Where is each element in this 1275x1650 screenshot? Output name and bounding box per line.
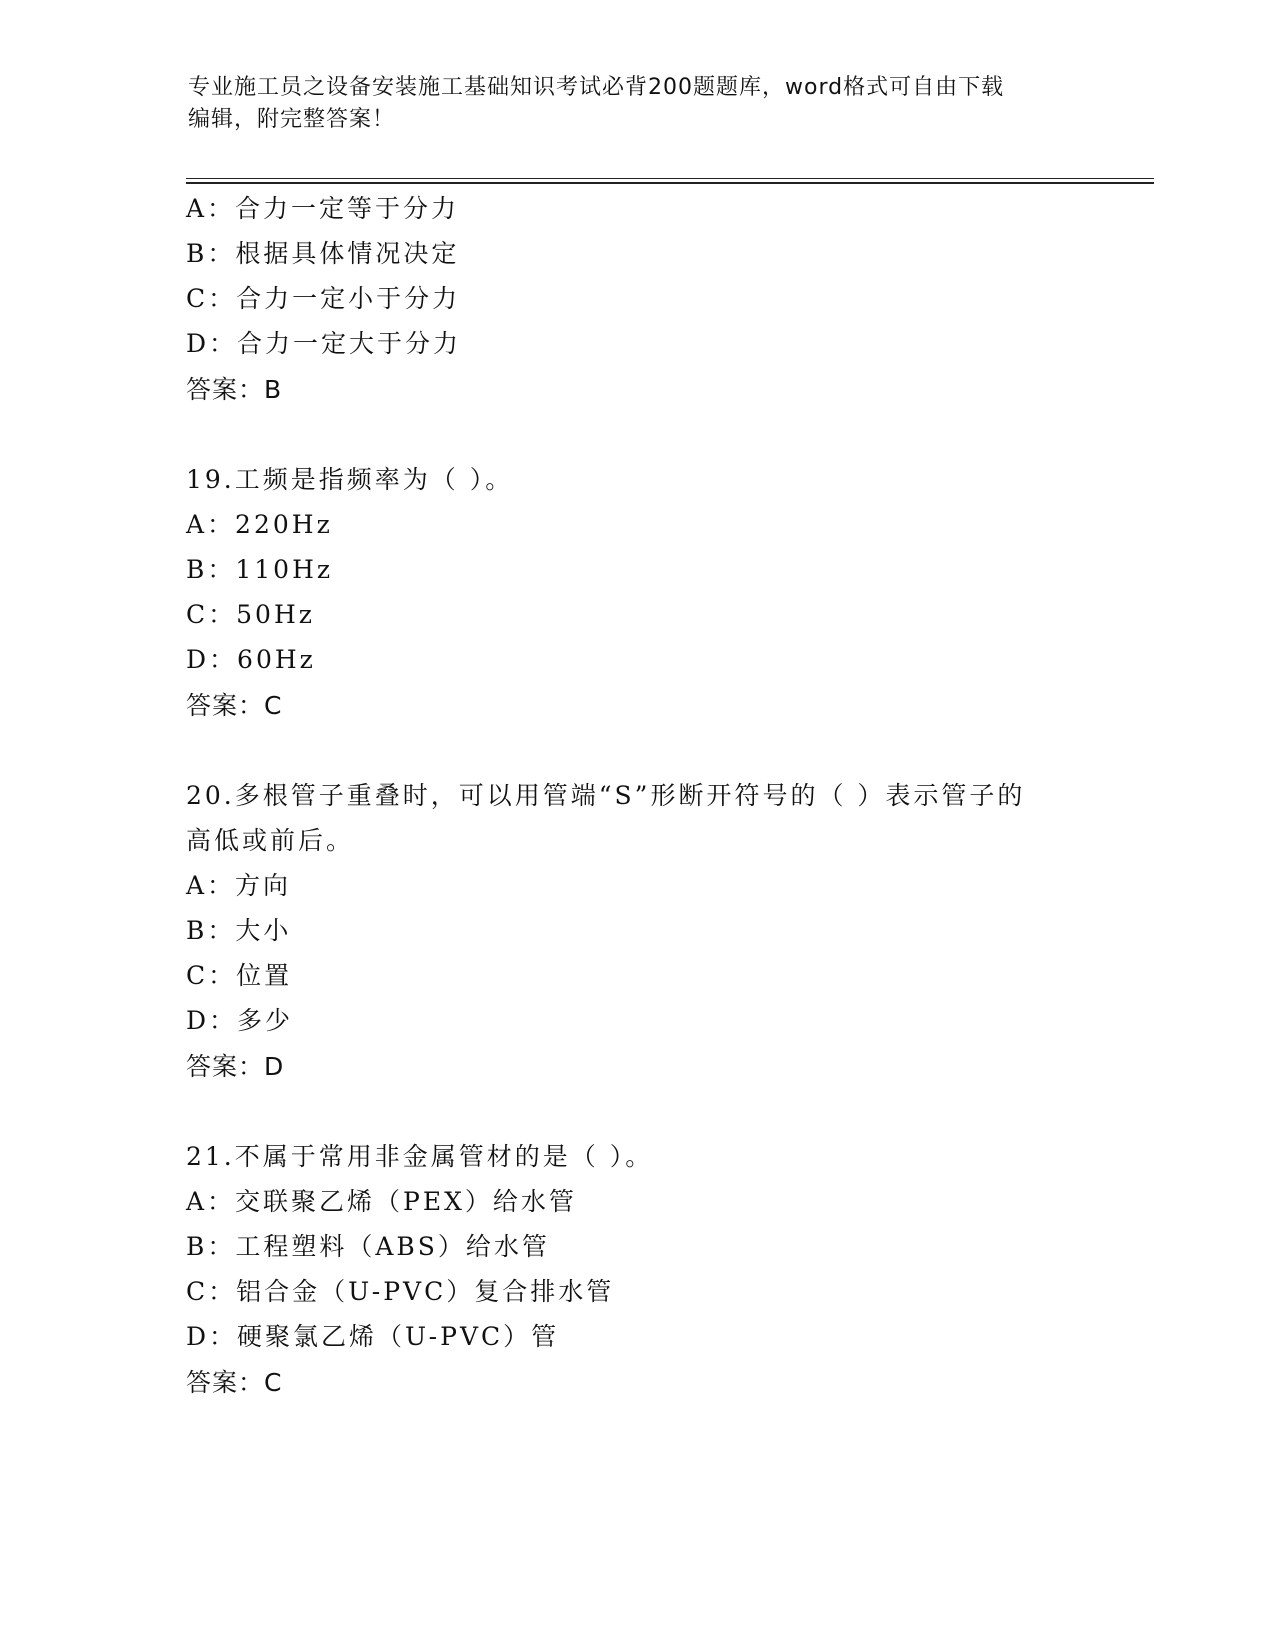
q21-option-b: B：工程塑料（ABS）给水管	[186, 1232, 550, 1261]
q20-question-line-1: 20.多根管子重叠时，可以用管端“S”形断开符号的（ ）表示管子的	[186, 781, 1026, 810]
header-divider-thin	[186, 178, 1154, 179]
q21-option-d: D：硬聚氯乙烯（U-PVC）管	[186, 1322, 560, 1351]
q20-option-a: A：方向	[186, 871, 292, 900]
document-header	[188, 72, 1088, 136]
q20-answer: 答案：D	[186, 1052, 285, 1081]
q20-question-line-2: 高低或前后。	[186, 826, 355, 855]
header-divider-thick	[186, 182, 1154, 184]
q19-option-a: A：220Hz	[186, 510, 333, 539]
q18-option-d: D：合力一定大于分力	[186, 329, 462, 358]
header-line-2: 编辑，附完整答案！	[188, 107, 396, 132]
q19-option-c: C：50Hz	[186, 600, 315, 629]
q20-option-b: B：大小	[186, 916, 292, 945]
q21-option-a: A：交联聚乙烯（PEX）给水管	[186, 1187, 577, 1216]
q19-question: 19.工频是指频率为（ ）。	[186, 465, 514, 494]
q19-option-b: B：110Hz	[186, 555, 334, 584]
q18-option-b: B：根据具体情况决定	[186, 239, 460, 268]
q21-question: 21.不属于常用非金属管材的是（ ）。	[186, 1142, 654, 1171]
q21-option-c: C：铝合金（U-PVC）复合排水管	[186, 1277, 615, 1306]
q18-answer: 答案：B	[186, 375, 283, 404]
q18-option-a: A：合力一定等于分力	[186, 194, 460, 223]
header-line-1: 专业施工员之设备安装施工基础知识考试必背200题题库，word格式可自由下载	[188, 75, 1005, 100]
q19-answer: 答案：C	[186, 691, 283, 720]
q18-option-c: C：合力一定小于分力	[186, 284, 461, 313]
q19-option-d: D：60Hz	[186, 645, 316, 674]
q20-option-d: D：多少	[186, 1006, 294, 1035]
q20-option-c: C：位置	[186, 961, 293, 990]
q21-answer: 答案：C	[186, 1368, 283, 1397]
